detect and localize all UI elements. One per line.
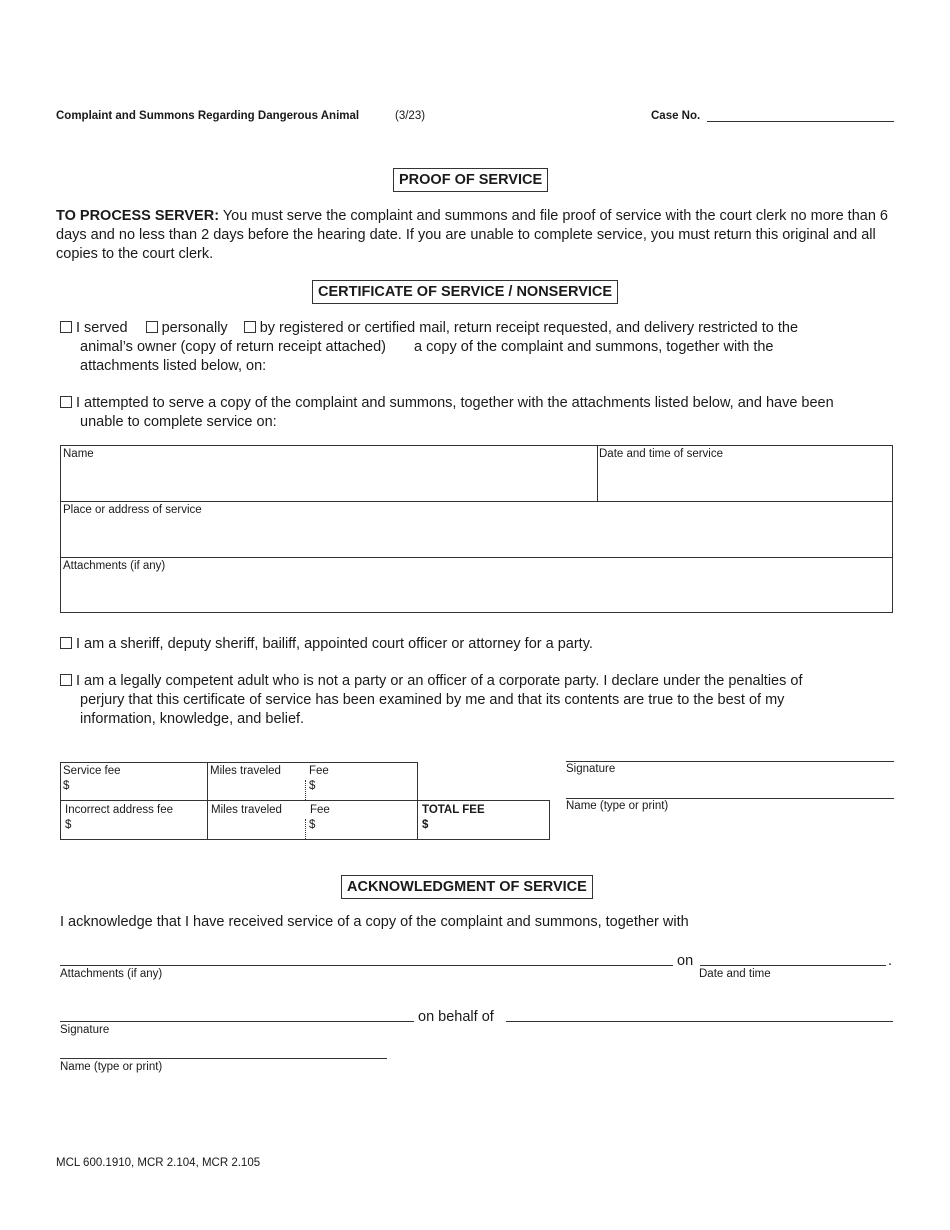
mail-label: by registered or certified mail, return receipt requested, and delivery restricted to the (259, 320, 799, 336)
incorrect-fee-dollar[interactable]: $ (65, 819, 72, 831)
statute-citation: MCL 600.1910, MCR 2.104, MCR 2.105 (56, 1157, 261, 1169)
service-fee-label: Service fee (63, 765, 121, 777)
process-server-instructions (56, 207, 901, 264)
attempted-label-cont: unable to complete service on: (80, 414, 277, 430)
attempted-label: I attempted to serve a copy of the complaint and summons, together with the attachments listed below, and have been (76, 395, 834, 411)
case-number-label: Case No. (651, 110, 701, 122)
served-option (60, 319, 920, 376)
proof-of-service-title: PROOF OF SERVICE (393, 168, 548, 192)
instruction-body: You must serve the complaint and summons and file proof of service with the court clerk no more than 6 days and no less than 2 days before the hearing date. If you are unable to complete service, you must return this original and all copies to the court clerk. (56, 208, 889, 262)
sheriff-option (60, 635, 593, 654)
ack-name-line[interactable] (60, 1058, 387, 1059)
signature-line[interactable] (566, 761, 894, 762)
ack-on-text: on (677, 953, 694, 969)
adult-label-line3: information, knowledge, and belief. (80, 711, 305, 727)
ack-attachments-line[interactable] (60, 965, 673, 966)
ack-datetime-label: Date and time (699, 968, 771, 980)
name-field-label: Name (63, 448, 94, 460)
service-fee-dollar[interactable]: $ (63, 780, 70, 792)
fee-dollar[interactable]: $ (309, 780, 316, 792)
signature-label: Signature (566, 763, 616, 775)
on-behalf-of-line[interactable] (506, 1021, 893, 1022)
form-title: Complaint and Summons Regarding Dangerous Animal (56, 110, 360, 122)
served-label: I served (76, 320, 128, 336)
copy-text: a copy of the complaint and summons, together with the (414, 339, 774, 355)
adult-label-line2: perjury that this certificate of service has been examined by me and that its contents are true to the best of my (80, 692, 785, 708)
fee-label: Fee (309, 765, 329, 777)
acknowledgment-title: ACKNOWLEDGMENT OF SERVICE (341, 875, 593, 899)
mail-label-cont: animal’s owner (copy of return receipt attached) (80, 339, 386, 355)
attachments-text: attachments listed below, on: (80, 358, 267, 374)
fee-label-2: Fee (310, 804, 330, 816)
ack-datetime-line[interactable] (700, 965, 886, 966)
form-date: (3/23) (395, 110, 426, 122)
datetime-field-label: Date and time of service (599, 448, 724, 460)
on-behalf-of-text: on behalf of (418, 1009, 494, 1025)
name-label: Name (type or print) (566, 800, 669, 812)
fees-table (60, 762, 550, 840)
mail-checkbox[interactable] (244, 321, 256, 333)
total-fee-dollar[interactable]: $ (422, 819, 429, 831)
incorrect-address-fee-label: Incorrect address fee (65, 804, 174, 816)
ack-period: . (888, 953, 893, 969)
ack-name-label: Name (type or print) (60, 1061, 163, 1073)
ack-attachments-label: Attachments (if any) (60, 968, 163, 980)
instruction-heading: TO PROCESS SERVER: (56, 208, 220, 224)
miles-traveled-label: Miles traveled (210, 765, 281, 777)
personally-label: personally (161, 320, 228, 336)
attempted-option (60, 394, 920, 432)
adult-option (60, 672, 920, 729)
ack-signature-line[interactable] (60, 1021, 414, 1022)
sheriff-checkbox[interactable] (60, 637, 72, 649)
service-details-table (60, 445, 893, 613)
acknowledgment-text: I acknowledge that I have received service of a copy of the complaint and summons, together with (60, 914, 689, 930)
case-number-field[interactable] (707, 121, 894, 122)
sheriff-label: I am a sheriff, deputy sheriff, bailiff, appointed court officer or attorney for a party. (76, 636, 593, 652)
personally-checkbox[interactable] (146, 321, 158, 333)
place-field-label: Place or address of service (63, 504, 202, 516)
attempted-checkbox[interactable] (60, 396, 72, 408)
adult-checkbox[interactable] (60, 674, 72, 686)
miles-traveled-label-2: Miles traveled (211, 804, 282, 816)
fee-dollar-2[interactable]: $ (309, 819, 316, 831)
name-line[interactable] (566, 798, 894, 799)
adult-label: I am a legally competent adult who is not a party or an officer of a corporate party. I declare under the penalties of (76, 673, 803, 689)
attachments-field-label: Attachments (if any) (63, 560, 166, 572)
total-fee-label: TOTAL FEE (422, 804, 485, 816)
ack-signature-label: Signature (60, 1024, 110, 1036)
certificate-title: CERTIFICATE OF SERVICE / NONSERVICE (312, 280, 618, 304)
served-checkbox[interactable] (60, 321, 72, 333)
